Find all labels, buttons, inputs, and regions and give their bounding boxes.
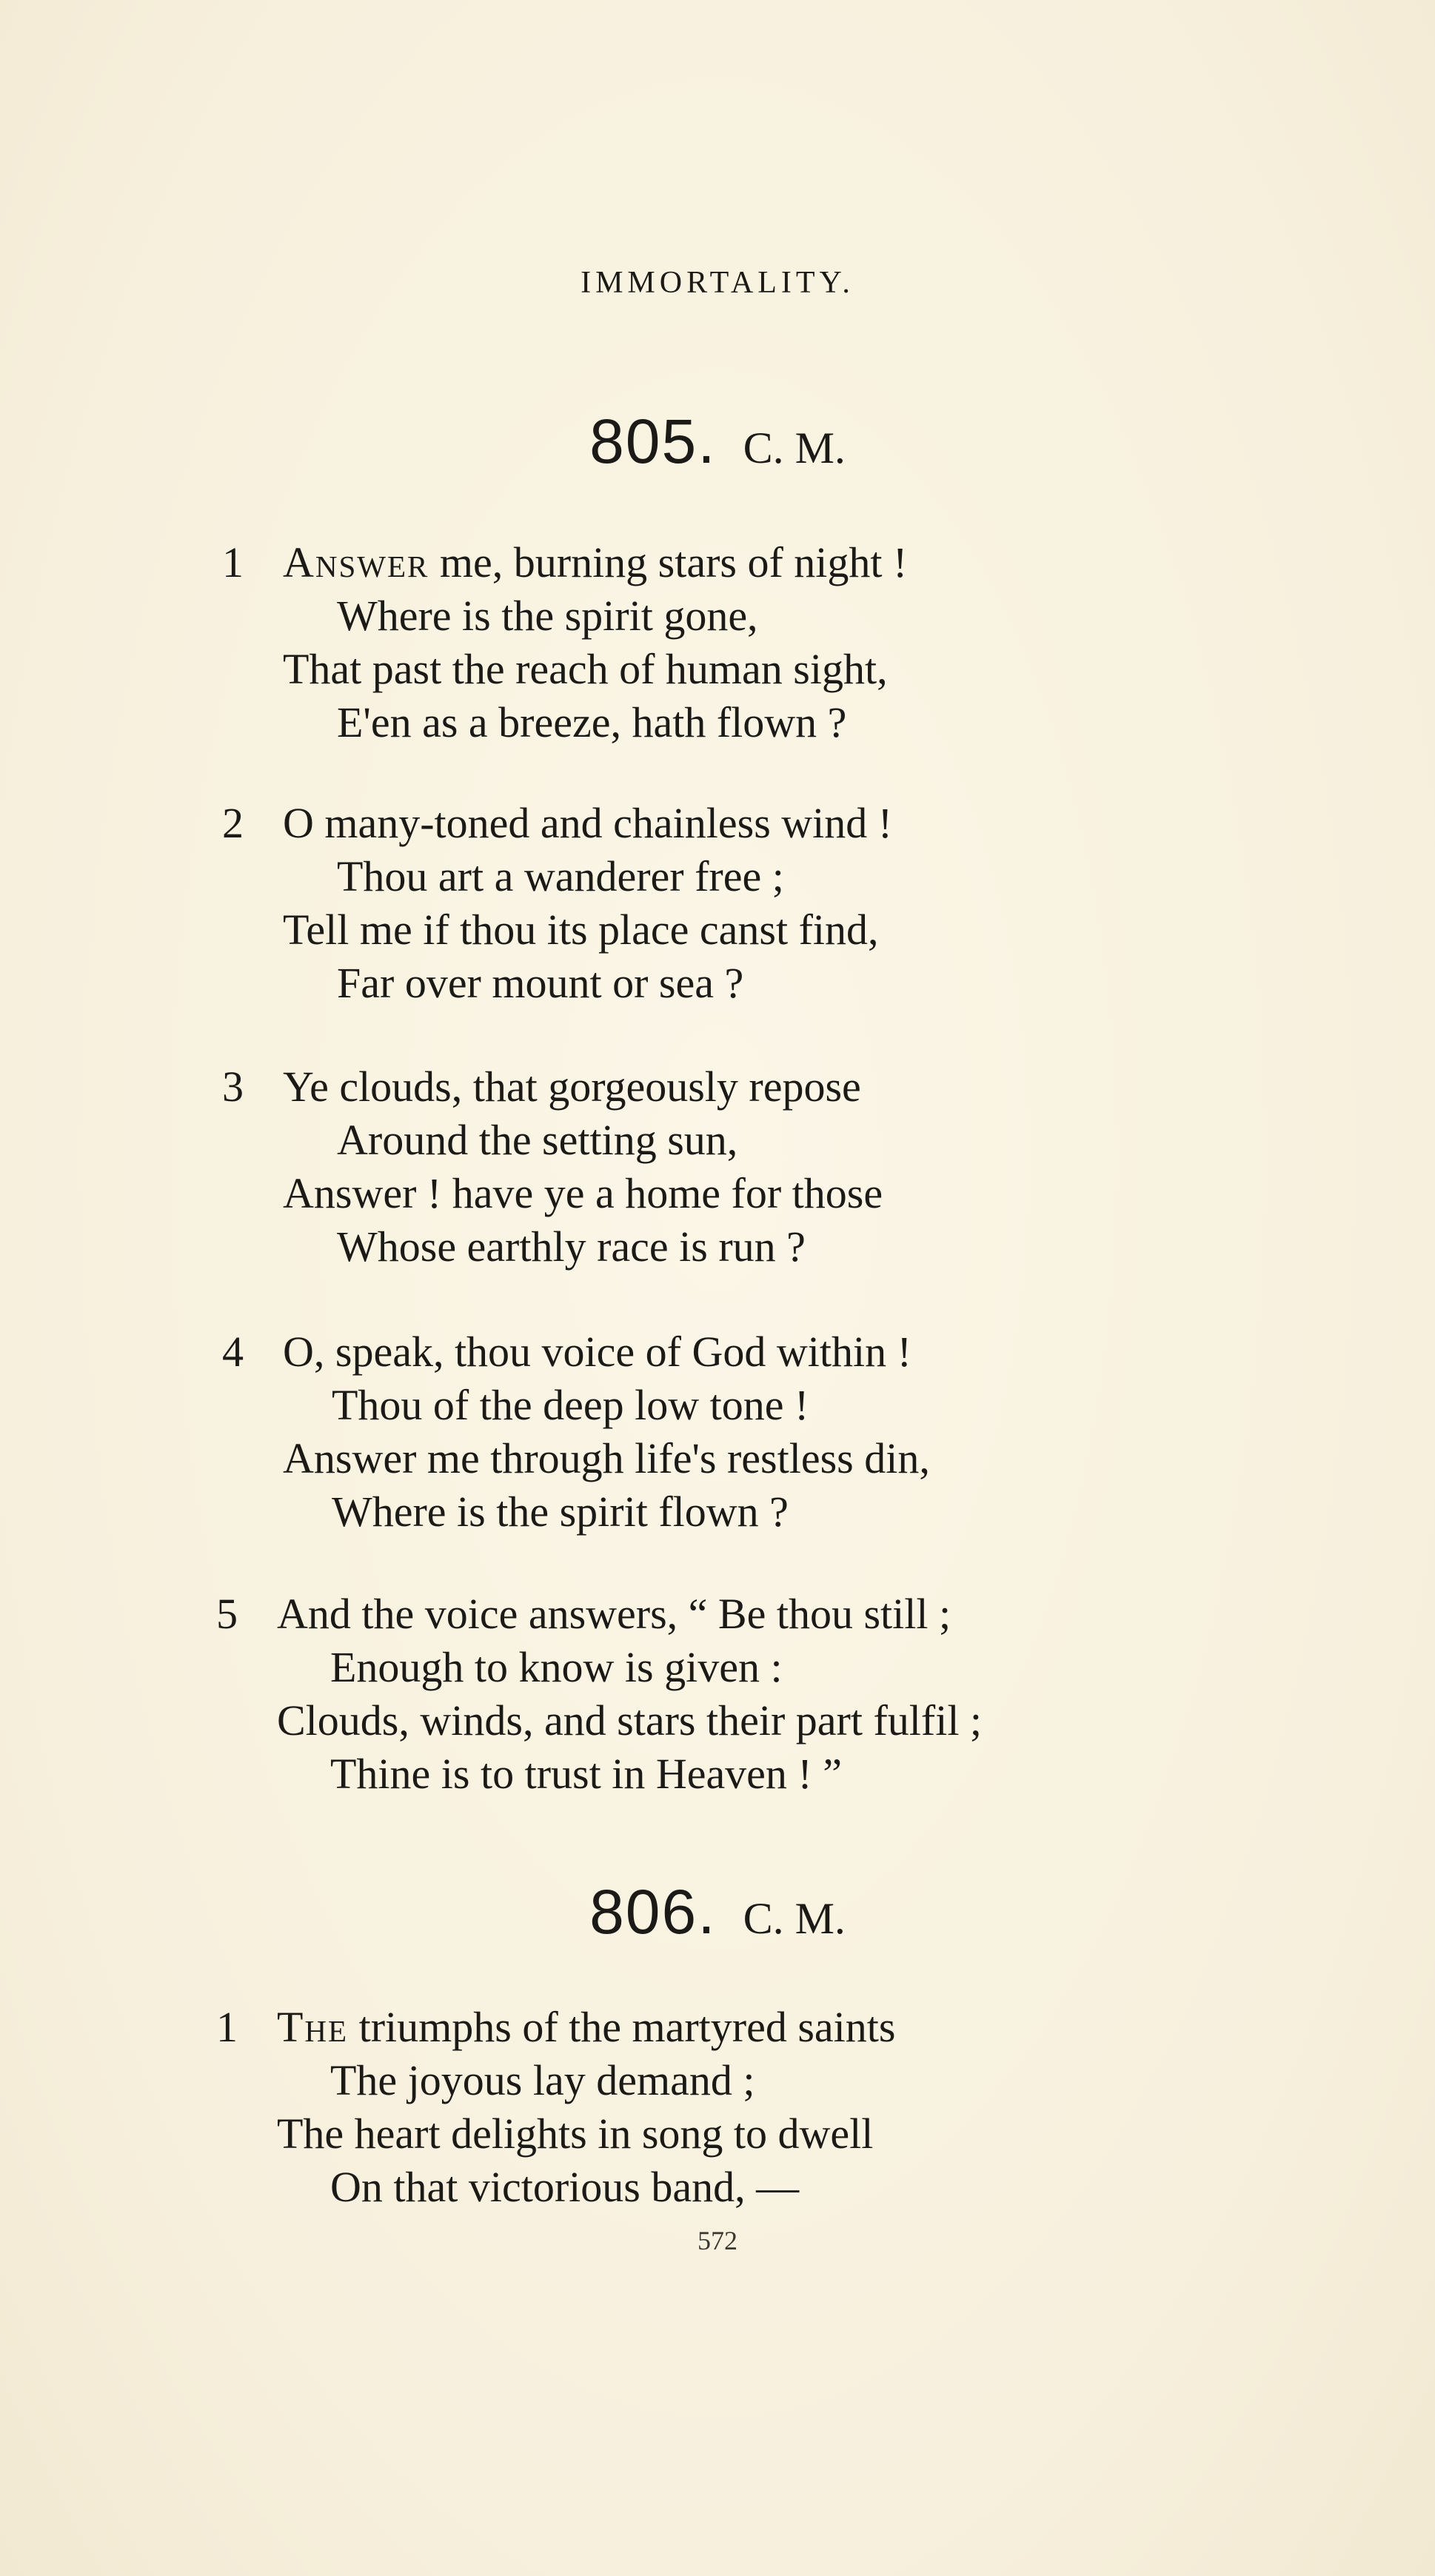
stanza-number: 1 [216,2003,238,2051]
verse-line: Around the setting sun, [337,1116,738,1164]
verse-lead-word: The [277,2003,349,2051]
running-head: IMMORTALITY. [581,266,854,300]
verse-line: That past the reach of human sight, [283,645,888,693]
verse-line: Thou art a wanderer free ; [337,852,784,900]
hymn-number: 806. [589,1877,717,1947]
stanza-number: 5 [216,1590,238,1638]
verse-line: Where is the spirit gone, [337,592,758,640]
stanza-number: 2 [222,799,244,847]
hymn-heading [0,406,1435,478]
verse-line: Tell me if thou its place canst find, [283,906,879,954]
verse-line: And the voice answers, “ Be thou still ; [277,1590,951,1638]
verse-line-rest: me, burning stars of night ! [429,538,908,586]
verse-line: Thine is to trust in Heaven ! ” [330,1750,842,1798]
verse-line: Where is the spirit flown ? [332,1488,789,1536]
verse-line: Answer ! have ye a home for those [283,1169,883,1217]
verse-line: E'en as a breeze, hath flown ? [337,698,847,746]
verse-line: Clouds, winds, and stars their part fulfil ; [277,1696,983,1744]
verse-line: O, speak, thou voice of God within ! [283,1328,911,1376]
verse-lead-word: Answer [283,538,429,586]
stanza-number: 1 [222,538,244,586]
verse-line: Enough to know is given : [330,1643,783,1691]
verse-line: Whose earthly race is run ? [337,1222,806,1271]
verse-line: The joyous lay demand ; [330,2056,755,2104]
verse-line [283,536,907,589]
verse-line: Ye clouds, that gorgeously repose [283,1063,861,1111]
verse-line: On that victorious band, — [330,2163,800,2211]
hymn-meter: C. M. [743,1894,846,1943]
verse-line: Answer me through life's restless din, [283,1434,930,1482]
verse-line: O many-toned and chainless wind ! [283,799,893,847]
hymn-meter: C. M. [743,424,846,472]
stanza-number: 4 [222,1328,244,1376]
hymn-number: 805. [589,407,717,476]
verse-line: The heart delights in song to dwell [277,2110,874,2158]
verse-line [277,2001,895,2054]
page-number: 572 [698,2226,737,2255]
hymn-heading [0,1876,1435,1948]
verse-line: Far over mount or sea ? [337,959,744,1007]
verse-line: Thou of the deep low tone ! [332,1381,809,1429]
stanza-number: 3 [222,1063,244,1111]
verse-line-rest: triumphs of the martyred saints [348,2003,896,2051]
